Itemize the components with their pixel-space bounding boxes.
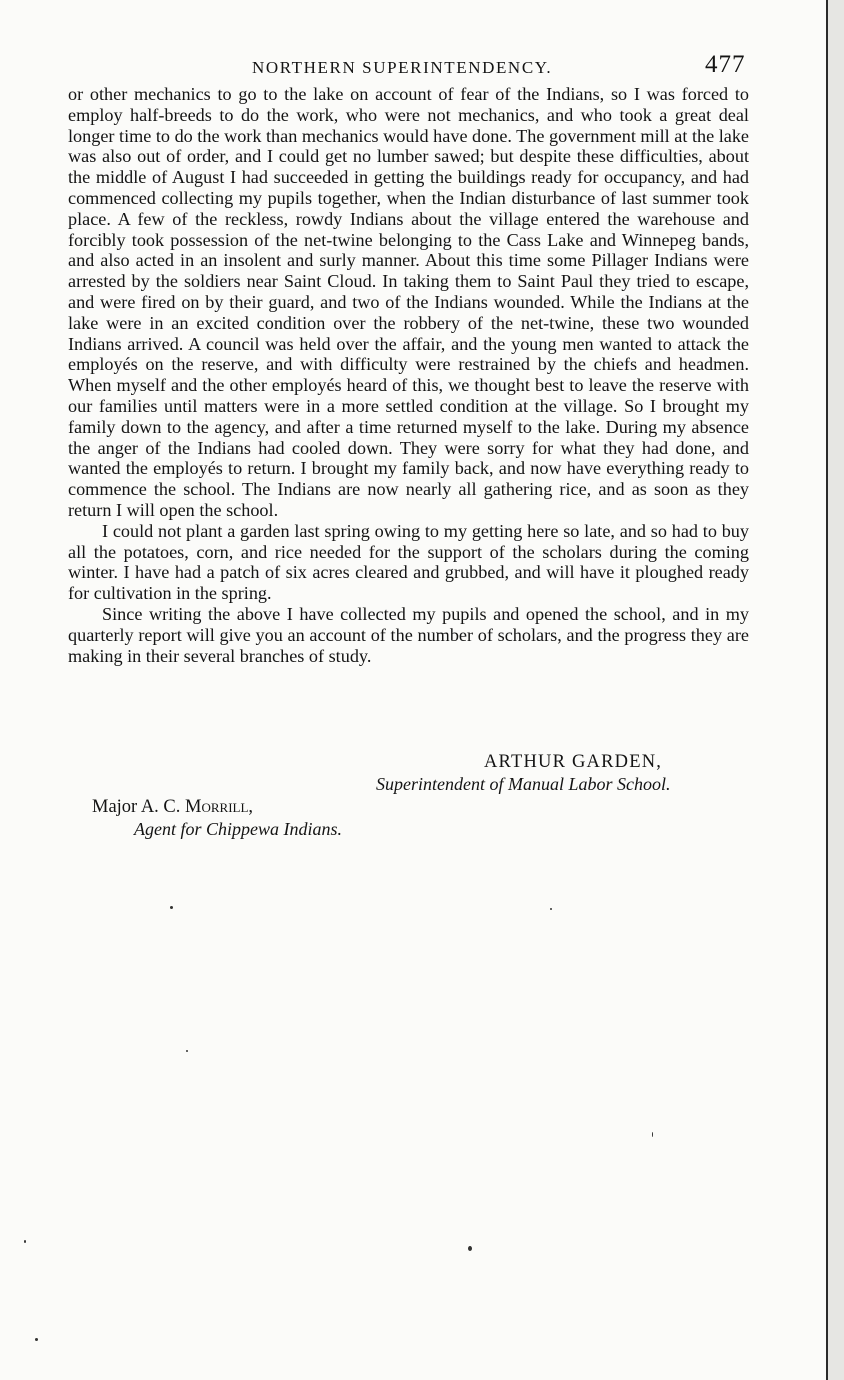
page-number: 477: [705, 51, 746, 78]
scan-speck: [24, 1240, 26, 1243]
scan-speck: [468, 1246, 472, 1251]
scan-speck: [652, 1132, 653, 1137]
scan-speck: [186, 1050, 188, 1052]
scan-speck: [35, 1338, 38, 1341]
addressee-rank: Major A. C.: [92, 797, 186, 817]
signature-title: Superintendent of Manual Labor School.: [376, 774, 671, 794]
paragraph-school-opened: Since writing the above I have collected my pupils and opened the school, and in my quarterly report will give you an account of the number of scholars, and the progress they are making in their several branches of study.: [68, 603, 749, 666]
addressee-name: [92, 797, 253, 818]
page-edge: [828, 0, 844, 1380]
addressee-surname: Morrill,: [185, 797, 254, 817]
running-head: NORTHERN SUPERINTENDENCY.: [252, 58, 553, 77]
scan-speck: [170, 906, 173, 909]
addressee-title: Agent for Chippewa Indians.: [134, 819, 342, 839]
scan-speck: [550, 908, 552, 910]
paragraph-garden: I could not plant a garden last spring owing to my getting here so late, and so had to buy all the potatoes, corn, and rice needed for the support of the scholars during the coming winter. I have had a patch of six acres cleared and grubbed, and will have it ploughed ready for cultivation in the spring.: [68, 520, 749, 604]
letter-body: [68, 84, 749, 666]
paragraph-continued: or other mechanics to go to the lake on account of fear of the Indians, so I was forced to employ half-breeds to do the work, who were not mechanics, and who took a great deal longer time to do the work than mechanics would have done. The government mill at the lake was also out of order, and I could get no lumber sawed; but despite these difficulties, about the middle of August I had succeeded in getting the buildings ready for occupancy, and had commenced collecting my pupils together, when the Indian disturbance of last summer took place. A few of the reckless, rowdy Indians about the village entered the warehouse and forcibly took possession of the net-twine belonging to the Cass Lake and Winnepeg bands, and also acted in an insolent and surly manner. About this time some Pillager Indians were arrested by the soldiers near Saint Cloud. In taking them to Saint Paul they tried to escape, and were fired on by their guard, and two of the Indians wounded. While the Indians at the lake were in an excited condition over the robbery of the net-twine, these two wounded Indians arrived. A council was held over the affair, and the young men wanted to attack the employés on the reserve, and with difficulty were restrained by the chiefs and headmen. When myself and the other employés heard of this, we thought best to leave the reserve with our families until matters were in a more settled condition at the village. So I brought my family down to the agency, and after a time returned myself to the lake. During my absence the anger of the Indians had cooled down. They were sorry for what they had done, and wanted the employés to return. I brought my family back, and now have everything ready to commence the school. The Indians are now nearly all gathering rice, and as soon as they return I will open the school.: [68, 84, 750, 520]
signature-name: ARTHUR GARDEN,: [484, 752, 663, 772]
